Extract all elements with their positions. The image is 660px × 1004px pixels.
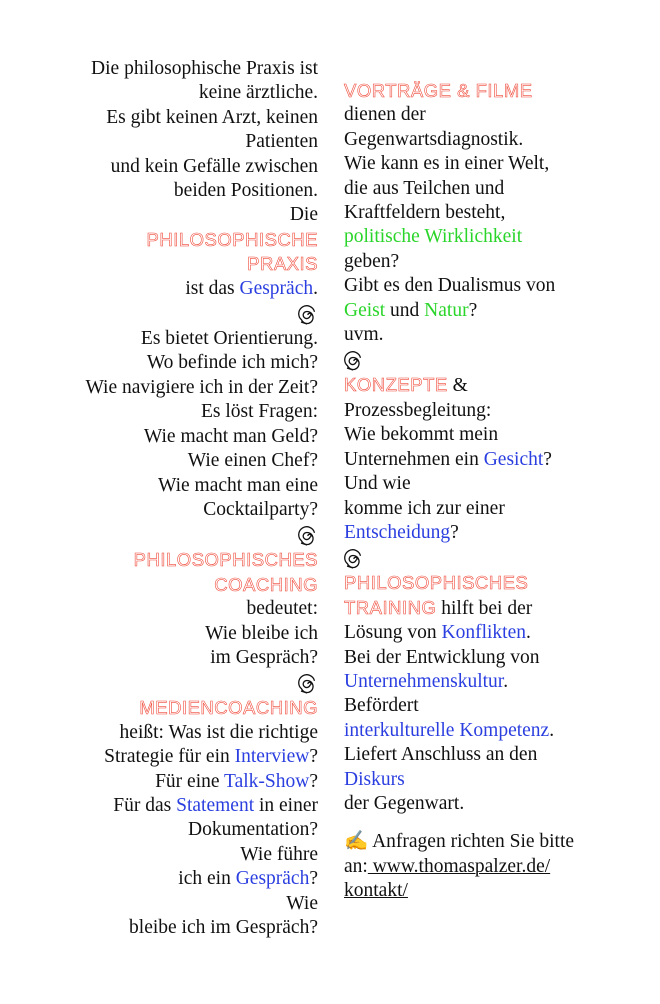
spiral-icon	[298, 304, 318, 326]
text-line	[40, 867, 318, 891]
link-politische-wirklichkeit[interactable]: politische Wirklichkeit	[344, 226, 523, 248]
text-line	[344, 596, 640, 621]
link-gesicht[interactable]: Gesicht	[483, 448, 544, 470]
text-line	[344, 855, 640, 879]
text: in einer	[254, 794, 318, 816]
text-line: Es bietet Orientierung.	[140, 328, 318, 350]
text-line: Wie führe	[240, 843, 318, 865]
link-unternehmenskultur[interactable]: Unternehmenskultur	[344, 670, 504, 692]
text: .	[313, 277, 318, 299]
text: ?	[468, 299, 478, 321]
link-gespraech[interactable]: Gespräch	[235, 868, 310, 890]
section-heading: PHILOSOPHISCHES	[133, 549, 318, 571]
text-line: und kein Gefälle zwischen	[110, 155, 318, 177]
link-talk-show[interactable]: Talk-Show	[224, 770, 310, 792]
spiral-row	[40, 522, 318, 548]
link-interview[interactable]: Interview	[234, 746, 310, 768]
text: ich ein	[178, 868, 236, 890]
text: Für eine	[155, 770, 225, 792]
text-line	[344, 521, 640, 545]
spiral-row	[344, 347, 640, 373]
text-line	[344, 373, 640, 398]
link-diskurs[interactable]: Diskurs	[344, 768, 405, 790]
text-line: Wie macht man eine	[157, 474, 318, 496]
text: Strategie für ein	[104, 746, 235, 768]
text-line: Und wie	[344, 473, 411, 495]
text: hilft bei der	[436, 597, 533, 619]
text-line: geben?	[344, 250, 400, 272]
text: ?	[309, 746, 318, 768]
text: .	[525, 622, 531, 644]
writing-hand-icon: ✍	[344, 831, 369, 853]
text: ist das	[185, 277, 240, 299]
text-line: Es löst Fragen:	[201, 401, 318, 423]
text-line: Cocktailparty?	[203, 498, 318, 520]
text-line	[344, 719, 640, 743]
text-line: Bei der Entwicklung von	[344, 646, 540, 668]
text: ?	[450, 521, 459, 543]
link-entscheidung[interactable]: Entscheidung	[344, 521, 451, 543]
link-geist[interactable]: Geist	[344, 299, 386, 321]
text-line: Kraftfeldern besteht,	[344, 202, 506, 224]
text-line: heißt: Was ist die richtige	[119, 721, 318, 743]
link-statement[interactable]: Statement	[176, 794, 255, 816]
link-konflikten[interactable]: Konflikten	[441, 622, 526, 644]
text-line: dienen der	[344, 104, 426, 126]
link-gespraech[interactable]: Gespräch	[239, 277, 314, 299]
section-heading: MEDIENCOACHING	[139, 697, 318, 719]
text-line: uvm.	[344, 324, 384, 346]
section-heading: TRAINING	[344, 596, 437, 618]
text-line: Wie kann es in einer Welt,	[344, 153, 550, 175]
text: Für das	[113, 794, 177, 816]
link-kontakt[interactable]: kontakt/	[344, 880, 408, 902]
text: .	[503, 670, 509, 692]
text-line: Wie bekommt mein	[344, 424, 499, 446]
link-interkulturelle-kompetenz[interactable]: interkulturelle Kompetenz	[344, 719, 550, 741]
text-line: Die	[289, 204, 318, 226]
text-line: im Gespräch?	[210, 646, 318, 668]
text-line: die aus Teilchen und	[344, 177, 505, 199]
text-line: der Gegenwart.	[344, 792, 465, 814]
text-line	[40, 770, 318, 794]
text-line: bedeutet:	[246, 598, 318, 620]
spiral-row	[40, 301, 318, 327]
spiral-icon	[298, 673, 318, 695]
text: und	[385, 299, 425, 321]
text-line: keine ärztliche.	[198, 82, 318, 104]
text-line	[344, 448, 640, 472]
link-natur[interactable]: Natur	[424, 299, 469, 321]
text-line	[40, 794, 318, 818]
text-line	[344, 299, 640, 323]
section-heading: PHILOSOPHISCHE	[146, 228, 318, 250]
text-line	[40, 745, 318, 769]
text: &	[447, 375, 468, 397]
text-line: Gibt es den Dualismus von	[344, 275, 556, 297]
text-line	[344, 670, 640, 694]
text-line: Befördert	[344, 695, 419, 717]
section-heading: COACHING	[214, 573, 318, 595]
section-heading: PRAXIS	[247, 253, 318, 275]
text-line: Dokumentation?	[188, 819, 318, 841]
text-line: beiden Positionen.	[173, 180, 318, 202]
text-line: Wo befinde ich mich?	[146, 352, 318, 374]
text: Unternehmen ein	[344, 448, 484, 470]
text: .	[549, 719, 555, 741]
text: an:	[344, 855, 368, 877]
left-column	[40, 57, 318, 940]
spiral-row	[40, 670, 318, 696]
text-line: Wie navigiere ich in der Zeit?	[85, 376, 318, 398]
spiral-icon	[344, 548, 364, 570]
spiral-icon	[344, 350, 364, 372]
text-line	[344, 621, 640, 645]
text-line: Patienten	[245, 131, 318, 153]
text: ?	[543, 448, 552, 470]
text: ?	[309, 868, 318, 890]
text-line: Prozessbegleitung:	[344, 399, 492, 421]
text-line	[344, 830, 640, 854]
text-line: komme ich zur einer	[344, 497, 505, 519]
text: Lösung von	[344, 622, 442, 644]
spacer	[344, 816, 640, 830]
text-line: Wie	[286, 892, 318, 914]
spiral-icon	[298, 525, 318, 547]
text-line: Wie einen Chef?	[187, 450, 318, 472]
text: Anfragen richten Sie bitte	[368, 831, 575, 853]
link-website[interactable]: www.thomaspalzer.de/	[367, 855, 551, 877]
text-line: Liefert Anschluss an den	[344, 744, 538, 766]
text-line: Wie bleibe ich	[205, 622, 318, 644]
right-column	[344, 79, 640, 904]
text-line: Es gibt keinen Arzt, keinen	[106, 106, 318, 128]
text-line	[40, 277, 318, 301]
text-line: bleibe ich im Gespräch?	[129, 917, 318, 938]
section-heading: PHILOSOPHISCHES	[344, 572, 529, 594]
text-line: Die philosophische Praxis ist	[91, 58, 318, 79]
text: ?	[309, 770, 318, 792]
section-heading: KONZEPTE	[344, 374, 448, 396]
spiral-row	[344, 545, 640, 571]
text-line: Gegenwartsdiagnostik.	[344, 128, 524, 150]
text-line: Wie macht man Geld?	[143, 425, 318, 447]
section-heading: VORTRÄGE & FILME	[344, 80, 533, 101]
